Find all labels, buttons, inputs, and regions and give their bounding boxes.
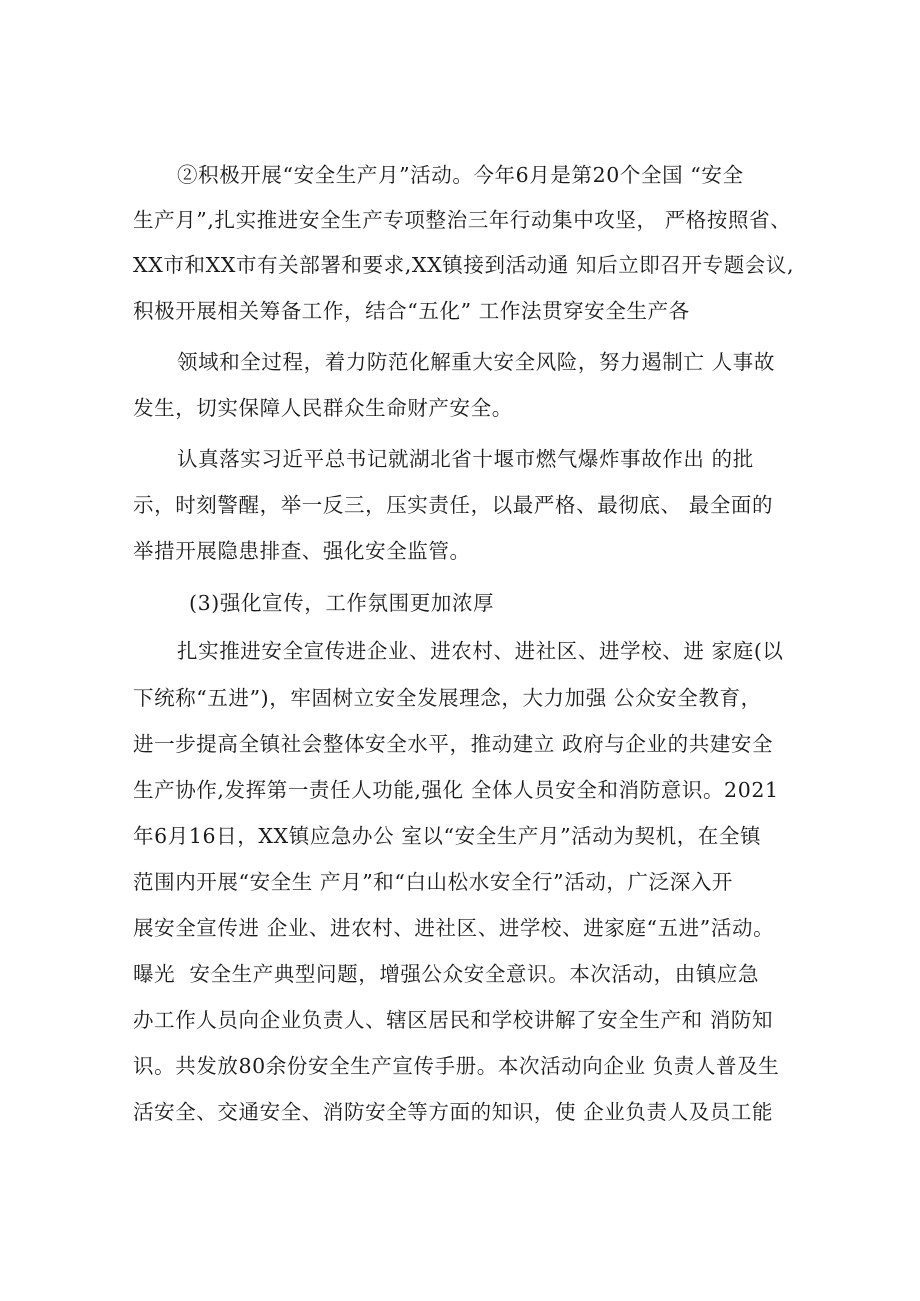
text-line: 认真落实习近平总书记就湖北省十堰市燃气爆炸事故作出 的批	[177, 447, 754, 471]
text-line: 生产月”,扎实推进安全生产专项整治三年行动集中攻坚， 严格按照省、	[133, 208, 792, 232]
text-line: 展安全宣传进 企业、进农村、进社区、进学校、进家庭“五进”活动。	[133, 916, 775, 940]
text-line: 举措开展隐患排查、强化安全监管。	[133, 539, 471, 563]
section-heading: (3)强化宣传，工作氛围更加浓厚	[189, 591, 495, 615]
text-line: XX市和XX市有关部署和要求,XX镇接到活动通 知后立即召开专题会议,	[133, 253, 795, 277]
text-line: 范围内开展“安全生 产月”和“白山松水安全行”活动，广泛深入开	[133, 870, 734, 894]
text-line: 发生，切实保障人民群众生命财产安全。	[133, 396, 513, 420]
text-line: ②积极开展“安全生产月”活动。今年6月是第20个全国 “安全	[177, 163, 744, 187]
text-line: 办工作人员向企业负责人、辖区居民和学校讲解了安全生产和 消防知	[133, 1008, 774, 1032]
text-line: 示，时刻警醒，举一反三，压实责任，以最严格、最彻底、 最全面的	[133, 493, 774, 517]
text-line: 积极开展相关筹备工作，结合“五化” 工作法贯穿安全生产各	[133, 299, 690, 323]
text-line: 扎实推进安全宣传进企业、进农村、进社区、进学校、进 家庭(以	[177, 639, 784, 663]
text-line: 识。共发放80余份安全生产宣传手册。本次活动向企业 负责人普及生	[133, 1054, 780, 1078]
text-line: 下统称“五进”)，牢固树立安全发展理念，大力加强 公众安全教育，	[133, 686, 762, 710]
text-line: 活安全、交通安全、消防安全等方面的知识，使 企业负责人及员工能	[133, 1100, 774, 1124]
text-line: 生产协作,发挥第一责任人功能,强化 全体人员安全和消防意识。2021	[133, 778, 779, 802]
text-line: 进一步提高全镇社会整体安全水平，推动建立 政府与企业的共建安全	[133, 732, 774, 756]
text-line: 年6月16日，XX镇应急办公 室以“安全生产月”活动为契机，在全镇	[133, 824, 762, 848]
text-line: 曝光 安全生产典型问题，增强公众安全意识。本次活动，由镇应急	[133, 962, 760, 986]
text-line: 领域和全过程，着力防范化解重大安全风险，努力遏制亡 人事故	[177, 350, 775, 374]
